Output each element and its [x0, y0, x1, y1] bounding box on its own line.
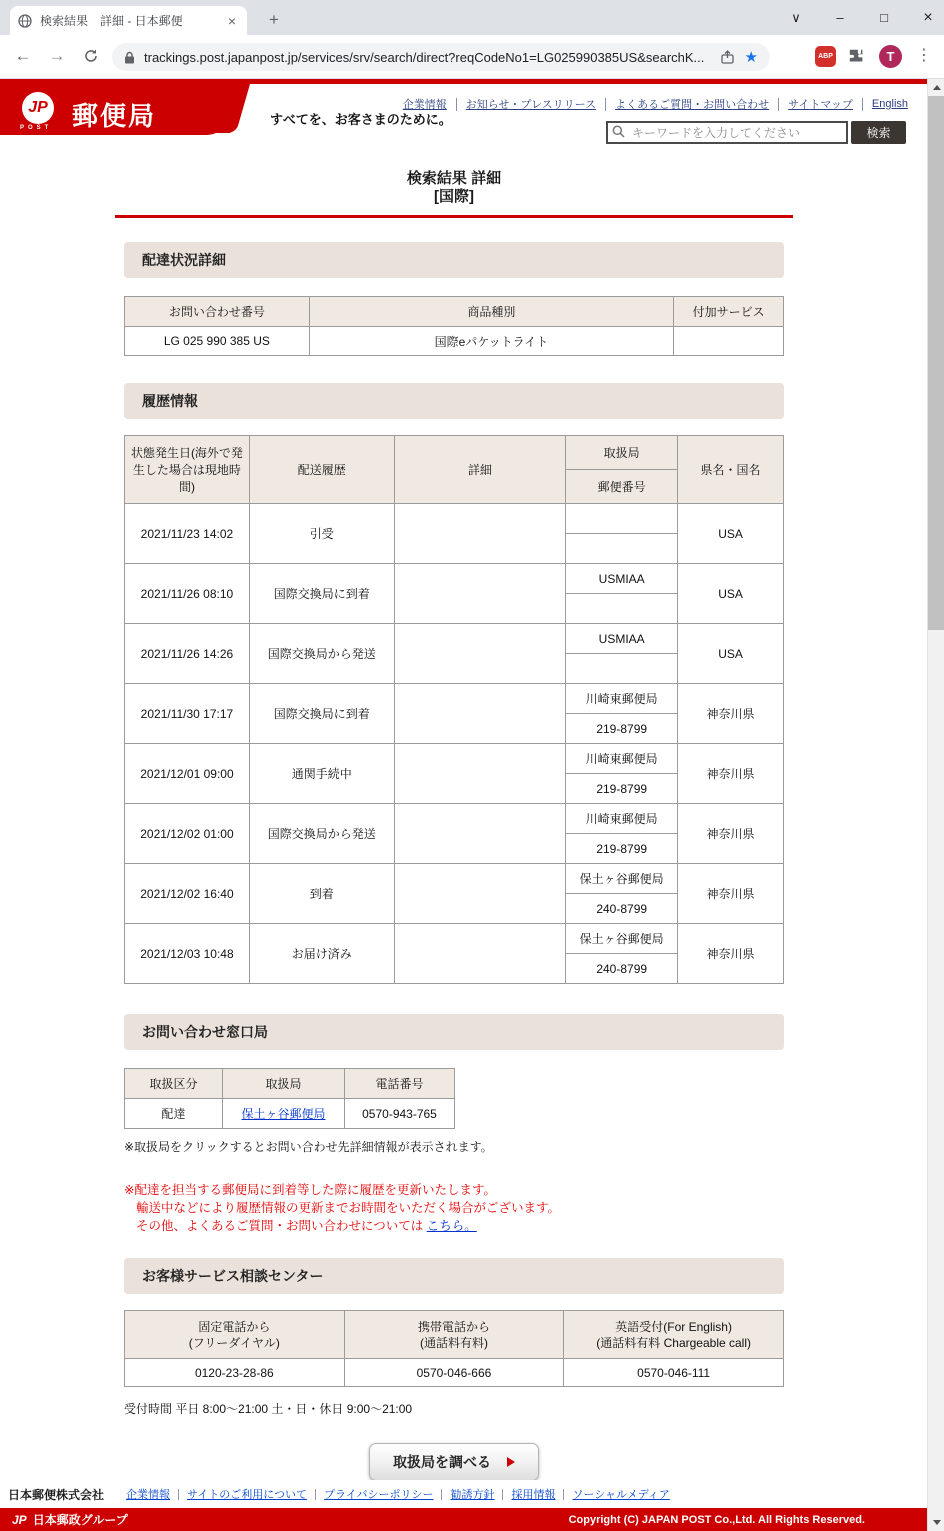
history-zipcode: 219-8799	[566, 774, 678, 804]
history-date: 2021/11/30 17:17	[125, 684, 250, 744]
footer-links	[0, 1480, 927, 1508]
nav-link-corporate[interactable]: 企業情報	[402, 99, 447, 111]
scrollbar-track[interactable]	[927, 79, 944, 1531]
jp-group-name: 日本郵政グループ	[32, 1513, 128, 1527]
col-header-office: 取扱局	[566, 436, 678, 470]
scrollbar-thumb[interactable]	[928, 96, 944, 630]
top-nav	[403, 96, 908, 112]
browser-menu-icon[interactable]: ⋮	[916, 47, 932, 64]
history-status: 国際交換局から発送	[249, 624, 394, 684]
history-date: 2021/11/26 08:10	[125, 564, 250, 624]
profile-avatar[interactable]: T	[879, 45, 902, 68]
history-prefecture: 神奈川県	[678, 804, 784, 864]
chevron-down-icon[interactable]: ∨	[791, 9, 801, 25]
col-header-handling-type: 取扱区分	[125, 1069, 223, 1099]
notice-line-2: 輸送中などにより履歴情報の更新までお時間をいただく場合がございます。	[136, 1201, 561, 1215]
table-row	[125, 327, 784, 356]
history-detail	[394, 504, 566, 564]
nav-link-faq[interactable]: よくあるご質問・お問い合わせ	[615, 99, 770, 111]
history-office: 川崎東郵便局	[566, 744, 678, 774]
history-detail	[394, 744, 566, 804]
section-delivery-status: 配達状況詳細	[124, 242, 784, 278]
delivery-status-table	[124, 296, 784, 356]
share-icon[interactable]	[720, 50, 735, 65]
col-header-phone: 電話番号	[345, 1069, 455, 1099]
service-hours: 受付時間 平日 8:00〜21:00 土・日・休日 9:00〜21:00	[124, 1402, 413, 1416]
tab-title: 検索結果 詳細 - 日本郵便	[40, 14, 183, 28]
additional-service	[674, 327, 784, 356]
col-header-landline: 固定電話から (フリーダイヤル)	[125, 1311, 345, 1359]
extensions-puzzle-icon[interactable]	[848, 48, 865, 70]
jp-group-logo-icon: JP	[12, 1512, 27, 1527]
nav-link-english[interactable]: English	[871, 98, 908, 110]
history-detail	[394, 864, 566, 924]
col-header-tracking-number: お問い合わせ番号	[125, 297, 310, 327]
scroll-down-icon[interactable]	[928, 1514, 944, 1531]
history-status: 引受	[249, 504, 394, 564]
history-table	[124, 435, 784, 984]
history-detail	[394, 624, 566, 684]
table-row	[125, 1099, 455, 1129]
history-detail	[394, 804, 566, 864]
jp-logo-icon: JP	[22, 92, 54, 124]
product-type: 国際eパケットライト	[309, 327, 673, 356]
history-status: 国際交換局に到着	[249, 684, 394, 744]
history-zipcode	[566, 534, 678, 564]
history-row	[125, 864, 784, 894]
history-zipcode: 240-8799	[566, 954, 678, 984]
history-prefecture: USA	[678, 564, 784, 624]
col-header-status: 配送履歴	[249, 436, 394, 504]
browser-titlebar	[0, 0, 944, 35]
history-zipcode	[566, 594, 678, 624]
footer-company-name: 日本郵便株式会社	[8, 1487, 105, 1502]
history-office: 保土ヶ谷郵便局	[566, 924, 678, 954]
nav-link-news[interactable]: お知らせ・プレスリリース	[465, 99, 597, 111]
phone-mobile: 0570-046-666	[344, 1359, 564, 1387]
inquiry-office-table	[124, 1068, 455, 1129]
footer-link-solicitation[interactable]: 勧誘方針	[450, 1489, 495, 1501]
col-header-mobile: 携帯電話から (通話料有料)	[344, 1311, 564, 1359]
url-bar[interactable]	[112, 43, 770, 71]
history-prefecture: 神奈川県	[678, 684, 784, 744]
maximize-button[interactable]: □	[880, 10, 888, 25]
history-date: 2021/11/23 14:02	[125, 504, 250, 564]
url-text: trackings.post.japanpost.jp/services/srv/search/direct?reqCodeNo1=LG025990385US&searchK...	[144, 49, 705, 65]
tracking-number: LG 025 990 385 US	[125, 327, 310, 356]
notice-line-3: その他、よくあるご質問・お問い合わせについては こちら。	[136, 1219, 477, 1233]
site-logo-title: 郵便局	[72, 101, 157, 131]
history-row	[125, 564, 784, 594]
footer-link-social[interactable]: ソーシャルメディア	[572, 1489, 670, 1501]
col-header-date: 状態発生日(海外で発生した場合は現地時間)	[125, 436, 250, 504]
office-click-note: ※取扱局をクリックするとお問い合わせ先詳細情報が表示されます。	[124, 1140, 493, 1154]
footer-link-corporate[interactable]: 企業情報	[126, 1489, 171, 1501]
history-row	[125, 924, 784, 954]
history-date: 2021/12/02 01:00	[125, 804, 250, 864]
section-history: 履歴情報	[124, 383, 784, 419]
site-header	[0, 79, 927, 147]
col-header-detail: 詳細	[394, 436, 566, 504]
search-button[interactable]: 検索	[851, 121, 906, 144]
site-tagline: すべてを、お客さまのために。	[270, 112, 452, 127]
history-date: 2021/12/02 16:40	[125, 864, 250, 924]
abp-extension-icon[interactable]: ABP	[815, 46, 836, 67]
history-status: 到着	[249, 864, 394, 924]
history-prefecture: 神奈川県	[678, 924, 784, 984]
history-status: 国際交換局に到着	[249, 564, 394, 624]
history-prefecture: 神奈川県	[678, 864, 784, 924]
forward-icon[interactable]: →	[48, 46, 66, 65]
jp-post-logo[interactable]	[0, 84, 232, 135]
history-date: 2021/11/26 14:26	[125, 624, 250, 684]
history-status: 通関手続中	[249, 744, 394, 804]
footer-red-bar	[0, 1508, 927, 1531]
history-zipcode: 219-8799	[566, 834, 678, 864]
browser-toolbar	[0, 35, 944, 79]
history-prefecture: 神奈川県	[678, 744, 784, 804]
col-header-english: 英語受付(For English) (通話料有料 Chargeable call)	[564, 1311, 784, 1359]
page-title: 検索結果 詳細 [国際]	[124, 147, 784, 206]
history-office: 川崎東郵便局	[566, 684, 678, 714]
find-office-row	[124, 1443, 784, 1481]
title-divider	[115, 215, 793, 218]
window-controls	[788, 0, 936, 35]
reload-icon[interactable]	[80, 48, 102, 69]
notice-line-1: ※配達を担当する郵便局に到着等した際に履歴を更新いたします。	[124, 1183, 496, 1197]
history-detail	[394, 564, 566, 624]
col-header-handling-office: 取扱局	[223, 1069, 345, 1099]
history-office	[566, 504, 678, 534]
nav-link-sitemap[interactable]: サイトマップ	[788, 99, 853, 111]
col-header-product-type: 商品種別	[309, 297, 673, 327]
bookmark-star-icon[interactable]: ★	[744, 49, 758, 66]
tab-close-icon[interactable]: ×	[227, 12, 236, 29]
main-content	[124, 147, 784, 1481]
history-prefecture: USA	[678, 624, 784, 684]
footer-link-site-usage[interactable]: サイトのご利用について	[187, 1489, 308, 1501]
section-service-center: お客様サービス相談センター	[124, 1258, 784, 1294]
history-detail	[394, 924, 566, 984]
search-input[interactable]	[606, 121, 848, 144]
section-inquiry-office: お問い合わせ窓口局	[124, 1014, 784, 1050]
service-center-table	[124, 1310, 784, 1387]
new-tab-button[interactable]: +	[269, 10, 279, 29]
phone-english: 0570-046-111	[564, 1359, 784, 1387]
office-link[interactable]: 保土ヶ谷郵便局	[241, 1107, 326, 1121]
history-office: USMIAA	[566, 624, 678, 654]
close-button[interactable]: ×	[923, 8, 933, 26]
handling-type: 配達	[125, 1099, 223, 1129]
history-office: 保土ヶ谷郵便局	[566, 864, 678, 894]
history-row	[125, 624, 784, 654]
history-row	[125, 804, 784, 834]
history-office: USMIAA	[566, 564, 678, 594]
search-icon	[612, 125, 625, 143]
kochira-link[interactable]: こちら。	[426, 1219, 477, 1233]
scroll-up-icon[interactable]	[928, 79, 944, 96]
minimize-button[interactable]: –	[836, 10, 844, 25]
footer-link-privacy[interactable]: プライバシーポリシー	[324, 1489, 434, 1501]
arrow-right-icon	[507, 1457, 515, 1467]
page-subtitle: [国際]	[434, 188, 474, 205]
history-detail	[394, 684, 566, 744]
history-office: 川崎東郵便局	[566, 804, 678, 834]
history-row	[125, 744, 784, 774]
history-zipcode: 219-8799	[566, 714, 678, 744]
history-zipcode: 240-8799	[566, 894, 678, 924]
find-office-button[interactable]: 取扱局を調べる	[369, 1443, 539, 1481]
page-footer	[0, 1480, 927, 1531]
history-status: お届け済み	[249, 924, 394, 984]
footer-link-recruit[interactable]: 採用情報	[511, 1489, 556, 1501]
copyright-text: Copyright (C) JAPAN POST Co.,Ltd. All Rights Reserved.	[568, 1513, 865, 1526]
col-header-zipcode: 郵便番号	[566, 470, 678, 504]
history-status: 国際交換局から発送	[249, 804, 394, 864]
favicon-globe-icon	[18, 14, 32, 28]
update-notice	[124, 1181, 784, 1235]
table-row	[125, 1359, 784, 1387]
phone-landline: 0120-23-28-86	[125, 1359, 345, 1387]
page-viewport	[0, 79, 927, 1531]
history-row	[125, 684, 784, 714]
back-icon[interactable]: ←	[14, 46, 32, 65]
header-search	[606, 121, 906, 144]
lock-icon	[124, 51, 135, 64]
jp-logo-post-label: POST	[20, 125, 53, 131]
history-date: 2021/12/01 09:00	[125, 744, 250, 804]
history-zipcode	[566, 654, 678, 684]
history-row	[125, 504, 784, 534]
browser-tab[interactable]	[10, 6, 247, 35]
office-phone: 0570-943-765	[345, 1099, 455, 1129]
history-prefecture: USA	[678, 504, 784, 564]
history-date: 2021/12/03 10:48	[125, 924, 250, 984]
col-header-additional-service: 付加サービス	[674, 297, 784, 327]
col-header-prefecture: 県名・国名	[678, 436, 784, 504]
